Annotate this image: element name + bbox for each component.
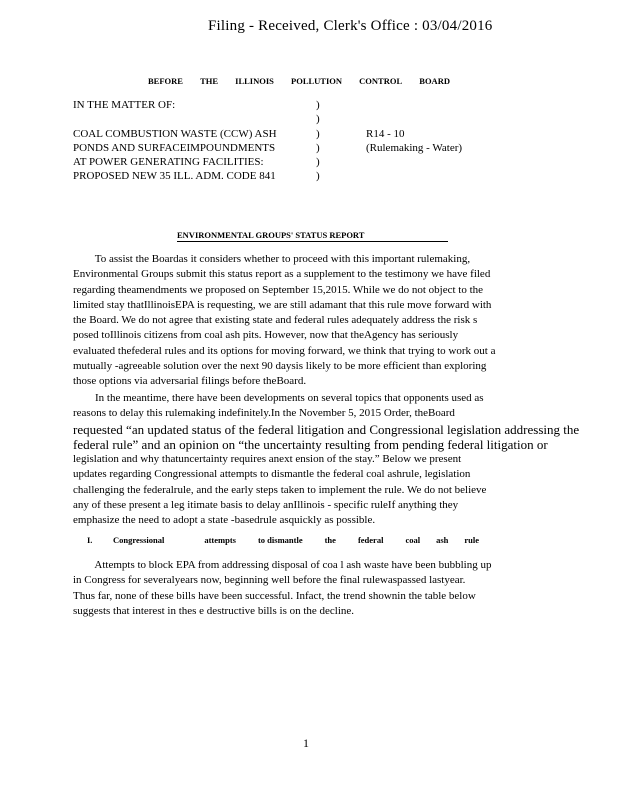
paragraph-1 <box>73 252 535 390</box>
docket-number: R14 - 10 <box>366 128 405 140</box>
caption-line: COAL COMBUSTION WASTE (CCW) ASH <box>73 128 277 140</box>
paragraph-line: Attempts to block EPA from addressing disposal of coa l ash waste have been bubbling up <box>73 559 492 571</box>
paragraph-line: updates regarding Congressional attempts to dismantle the federal coal ashrule, legislation <box>73 468 471 481</box>
paragraph-line: emphasize the need to adopt a state -basedrule asquickly as possible. <box>73 514 376 527</box>
paragraph-line: Environmental Groups submit this status report as a supplement to the testimony we have filed <box>73 268 491 281</box>
caption-paren: ) <box>316 128 320 140</box>
paragraph-line: the Board. We do not agree that existing state and federal rules adequately address the risk s <box>73 314 478 327</box>
paragraph-line: In the meantime, there have been developments on several topics that opponents used as <box>73 392 484 404</box>
section-word: ash <box>436 535 449 545</box>
caption-paren: ) <box>316 170 320 182</box>
paragraph-line: requested “an updated status of the federal litigation and Congressional legislation addressing the <box>73 421 580 437</box>
report-title: ENVIRONMENTAL GROUPS' STATUS REPORT <box>177 230 448 242</box>
paragraph-line: posed toIllinois citizens from coal ash pits. However, now that theAgency has seriously <box>73 329 459 342</box>
section-word: attempts <box>204 535 236 545</box>
section-word: coal <box>405 535 421 545</box>
paragraph-line: challenging the federalrule, and the early steps taken to implement the rule. We do not believe <box>73 483 487 496</box>
paragraph-line: any of these present a leg itimate basis to delay anIllinois - specific ruleIf anything they <box>73 499 459 512</box>
caption-line: PROPOSED NEW 35 ILL. ADM. CODE 841 <box>73 170 276 182</box>
section-word: rule <box>464 535 480 545</box>
board-heading-word: ILLINOIS <box>235 76 274 86</box>
in-the-matter: IN THE MATTER OF: <box>73 99 176 111</box>
paragraph-line: those options via adversarial filings before theBoard. <box>73 375 307 388</box>
caption-paren: ) <box>316 113 320 125</box>
paragraph-line: suggests that interest in thes e destructive bills is on the decline. <box>73 604 355 617</box>
caption-line: AT POWER GENERATING FACILITIES: <box>73 156 264 168</box>
section-word: to dismantle <box>257 535 303 545</box>
caption-paren: ) <box>316 142 320 154</box>
caption-paren: ) <box>316 156 320 168</box>
filing-stamp: Filing - Received, Clerk's Office : 03/04/2016 <box>208 18 493 34</box>
board-heading-word: CONTROL <box>359 76 403 86</box>
paragraph-3 <box>73 558 535 619</box>
section-heading <box>87 535 479 545</box>
page-number: 1 <box>303 736 309 750</box>
section-word: Congressional <box>113 535 165 545</box>
board-heading-word: BOARD <box>419 76 450 86</box>
caption-line: PONDS AND SURFACEIMPOUNDMENTS <box>73 142 276 154</box>
paragraph-line: limited stay thatIllinoisEPA is requesting, we are still adamant that this rule move forward with <box>73 298 492 311</box>
section-word: the <box>324 535 336 545</box>
board-heading-word: BEFORE <box>148 76 183 86</box>
board-heading-word: POLLUTION <box>291 76 343 86</box>
paragraph-line: in Congress for severalyears now, beginning well before the final rulewaspassed lastyear. <box>73 574 466 587</box>
paragraph-line: To assist the Boardas it considers whether to proceed with this important rulemaking, <box>73 253 471 265</box>
section-word: federal <box>357 535 384 545</box>
paragraph-line: evaluated thefederal rules and its options for moving forward, we think that trying to work out a <box>73 344 496 357</box>
paragraph-line: regarding theamendments we proposed on September 15,2015. While we do not object to the <box>73 283 484 296</box>
paragraph-line: legislation and why thatuncertainty requires anext ension of the stay.” Below we present <box>73 453 462 466</box>
board-heading-word: THE <box>200 76 219 86</box>
paragraph-line: reasons to delay this rulemaking indefinitely.In the November 5, 2015 Order, theBoard <box>73 407 455 420</box>
paragraph-2 <box>73 391 580 529</box>
paragraph-line: federal rule” and an opinion on “the uncertainty resulting from pending federal litigation or <box>73 436 548 452</box>
paragraph-line: Thus far, none of these bills have been successful. Infact, the trend shownin the table below <box>73 589 476 602</box>
board-heading <box>148 76 450 86</box>
caption-paren: ) <box>316 99 320 111</box>
section-number: I. <box>87 535 93 545</box>
paragraph-line: mutually -agreeable solution over the next 90 daysis likely to be more efficient than exploring <box>73 360 487 373</box>
docket-type: (Rulemaking - Water) <box>366 142 463 154</box>
